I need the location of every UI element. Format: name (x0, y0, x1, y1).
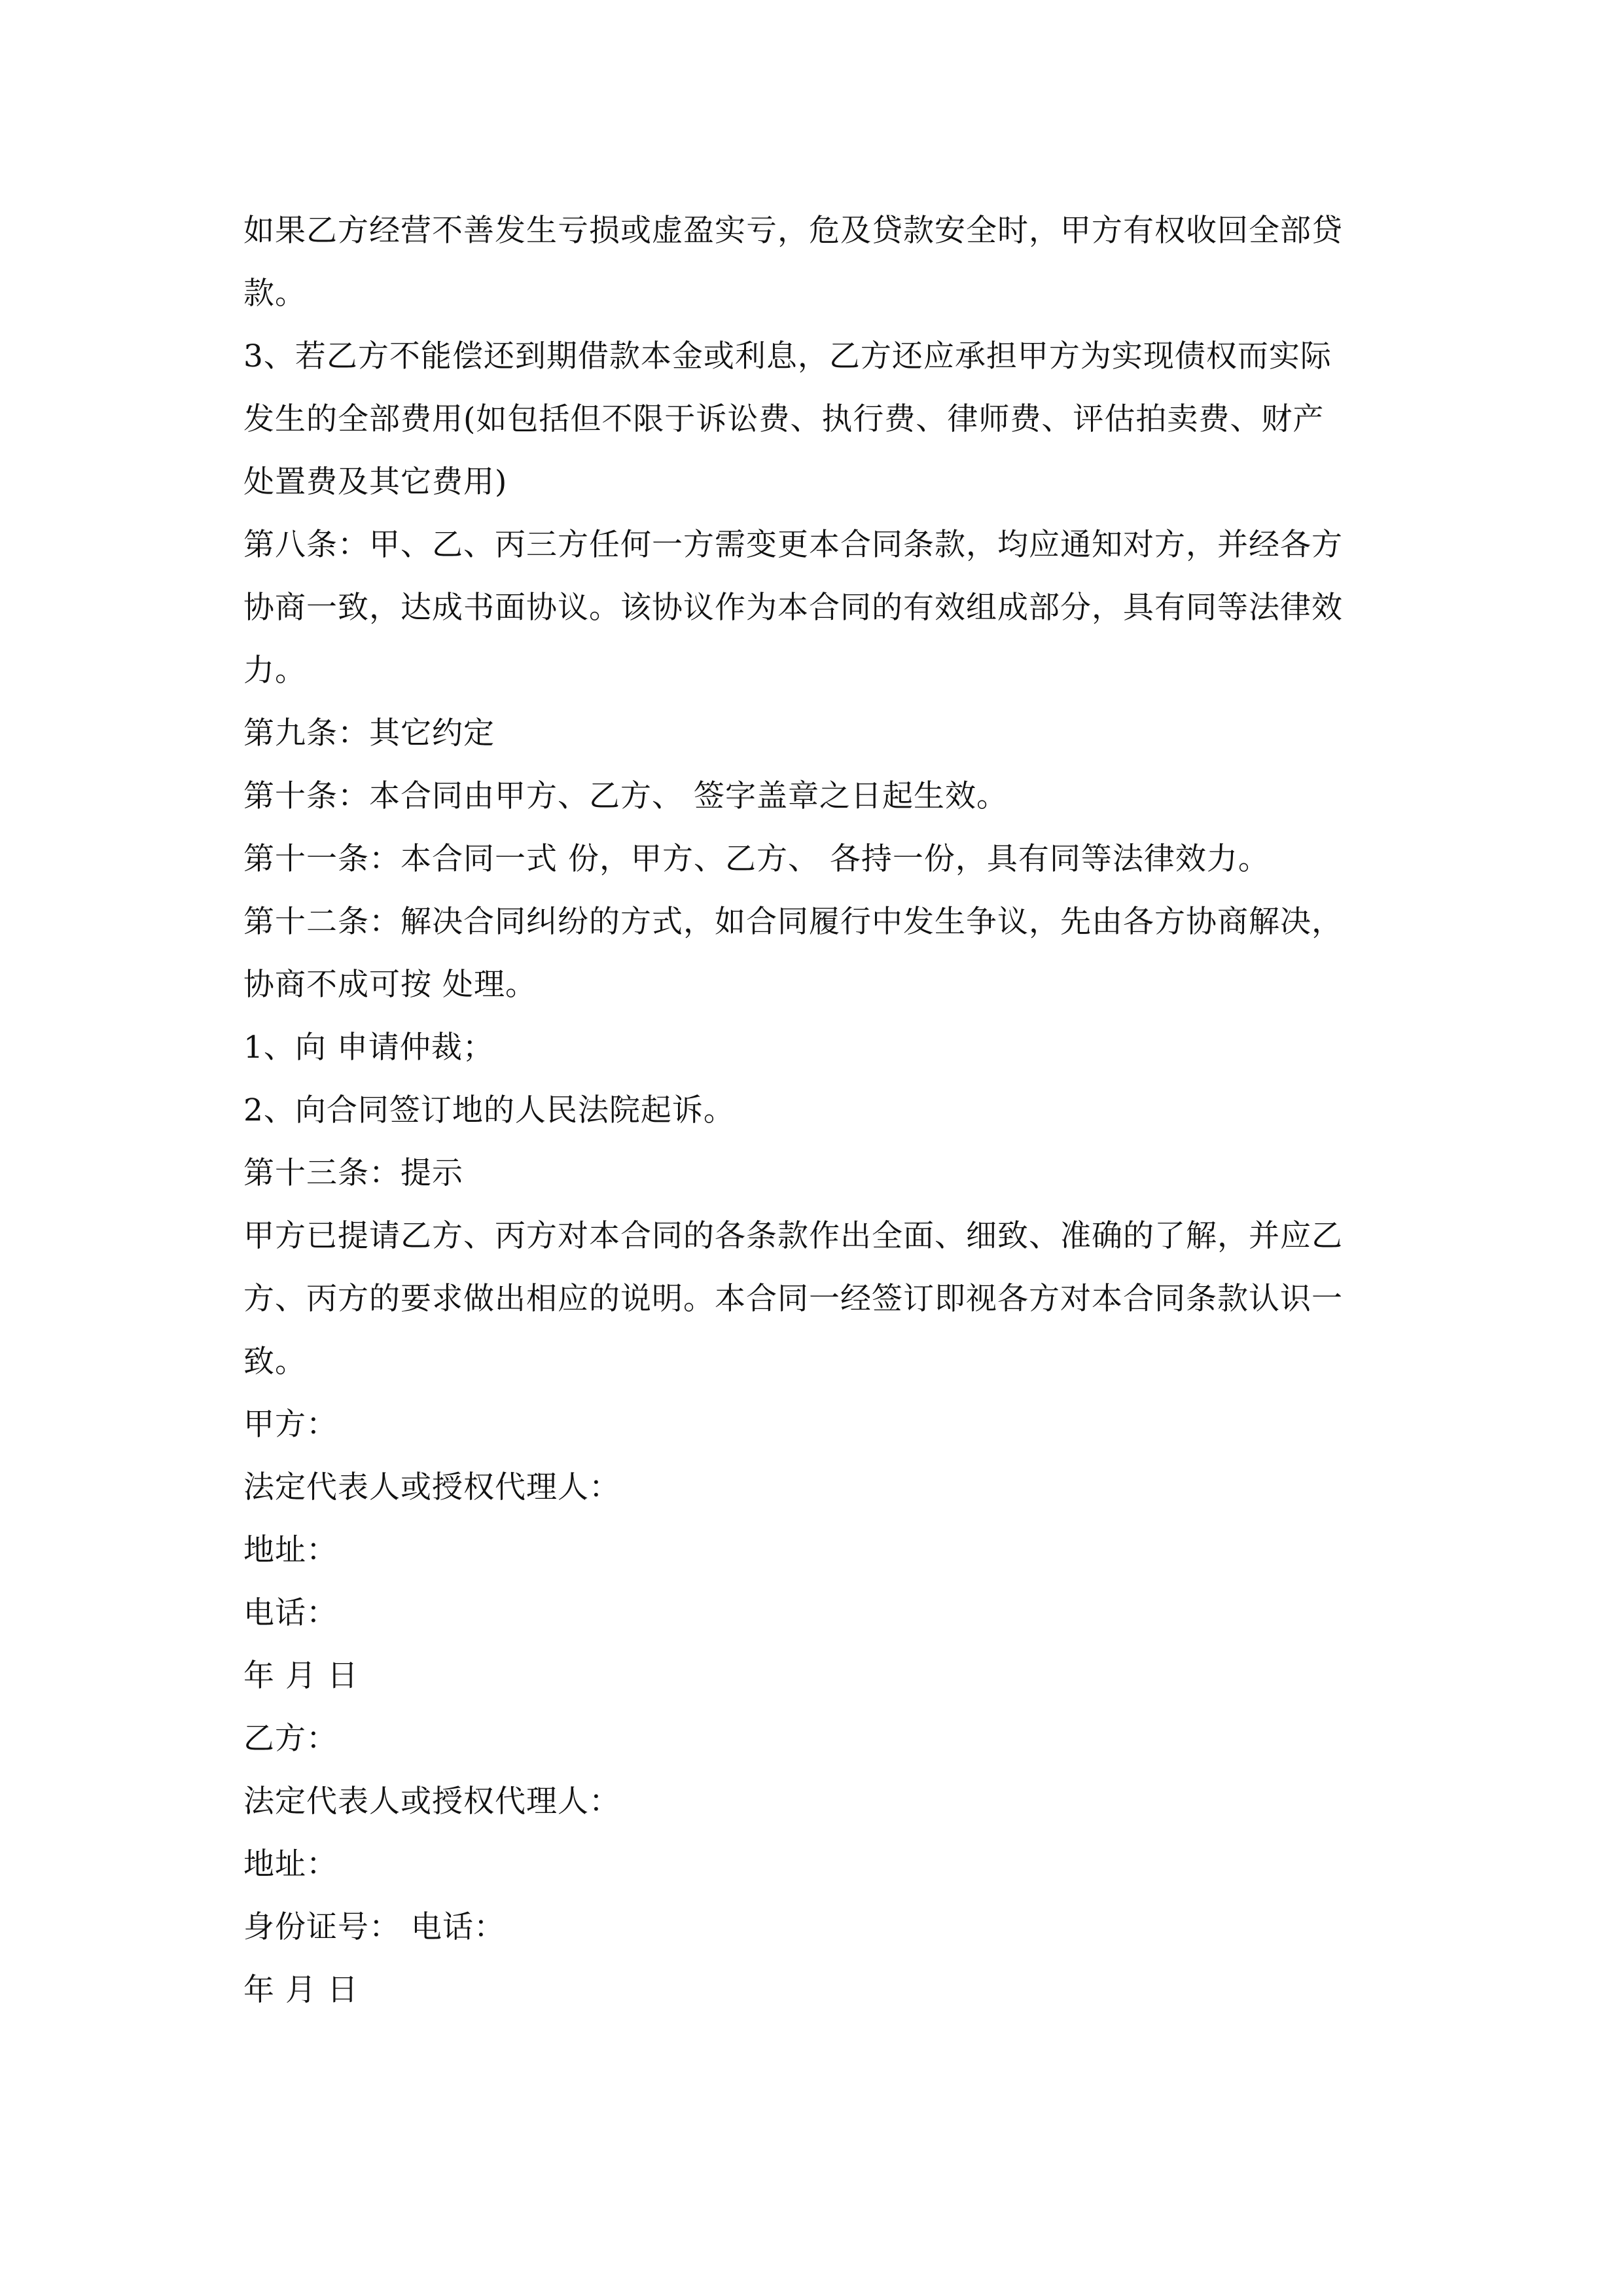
text-line: 协商一致，达成书面协议。该协议作为本合同的有效组成部分，具有同等法律效 (243, 590, 1343, 626)
text-line: 力。 (243, 653, 306, 689)
party-b-date-label: 年 月 日 (243, 1972, 359, 2008)
party-b-representative-label: 法定代表人或授权代理人： (243, 1784, 620, 1820)
text-line: 协商不成可按 处理。 (243, 967, 537, 1003)
party-a-phone-label: 电话： (243, 1595, 338, 1631)
party-b-address-label: 地址： (243, 1846, 338, 1882)
text-line: 致。 (243, 1344, 306, 1380)
text-line: 方、丙方的要求做出相应的说明。本合同一经签订即视各方对本合同条款认识一 (243, 1281, 1343, 1317)
option-2-line: 2、向合同签订地的人民法院起诉。 (243, 1092, 735, 1128)
clause-3-line: 3、若乙方不能偿还到期借款本金或利息，乙方还应承担甲方为实现债权而实际 (243, 338, 1332, 374)
party-b-id-phone-label: 身份证号： 电话： (243, 1909, 505, 1945)
text-line: 如果乙方经营不善发生亏损或虚盈实亏，危及贷款安全时，甲方有权收回全部贷 (243, 213, 1343, 249)
party-a-representative-label: 法定代表人或授权代理人： (243, 1469, 620, 1505)
article-13-line: 第十三条：提示 (243, 1155, 463, 1191)
text-line: 发生的全部费用(如包括但不限于诉讼费、执行费、律师费、评估拍卖费、财产 (243, 401, 1325, 437)
option-1-line: 1、向 申请仲裁； (243, 1030, 494, 1066)
article-9-line: 第九条：其它约定 (243, 715, 495, 751)
party-a-date-label: 年 月 日 (243, 1658, 359, 1694)
text-line: 处置费及其它费用) (243, 464, 508, 500)
article-8-line: 第八条：甲、乙、丙三方任何一方需变更本合同条款，均应通知对方，并经各方 (243, 527, 1343, 563)
document-body (243, 200, 1389, 2022)
text-line: 甲方已提请乙方、丙方对本合同的各条款作出全面、细致、准确的了解，并应乙 (243, 1218, 1343, 1254)
text-line: 款。 (243, 276, 306, 312)
party-a-label: 甲方： (243, 1407, 338, 1443)
article-10-line: 第十条：本合同由甲方、乙方、 签字盖章之日起生效。 (243, 778, 1008, 814)
article-12-line: 第十二条：解决合同纠纷的方式，如合同履行中发生争议，先由各方协商解决， (243, 904, 1343, 940)
party-b-label: 乙方： (243, 1721, 338, 1757)
article-11-line: 第十一条：本合同一式 份，甲方、乙方、 各持一份，具有同等法律效力。 (243, 841, 1270, 877)
party-a-address-label: 地址： (243, 1532, 338, 1568)
